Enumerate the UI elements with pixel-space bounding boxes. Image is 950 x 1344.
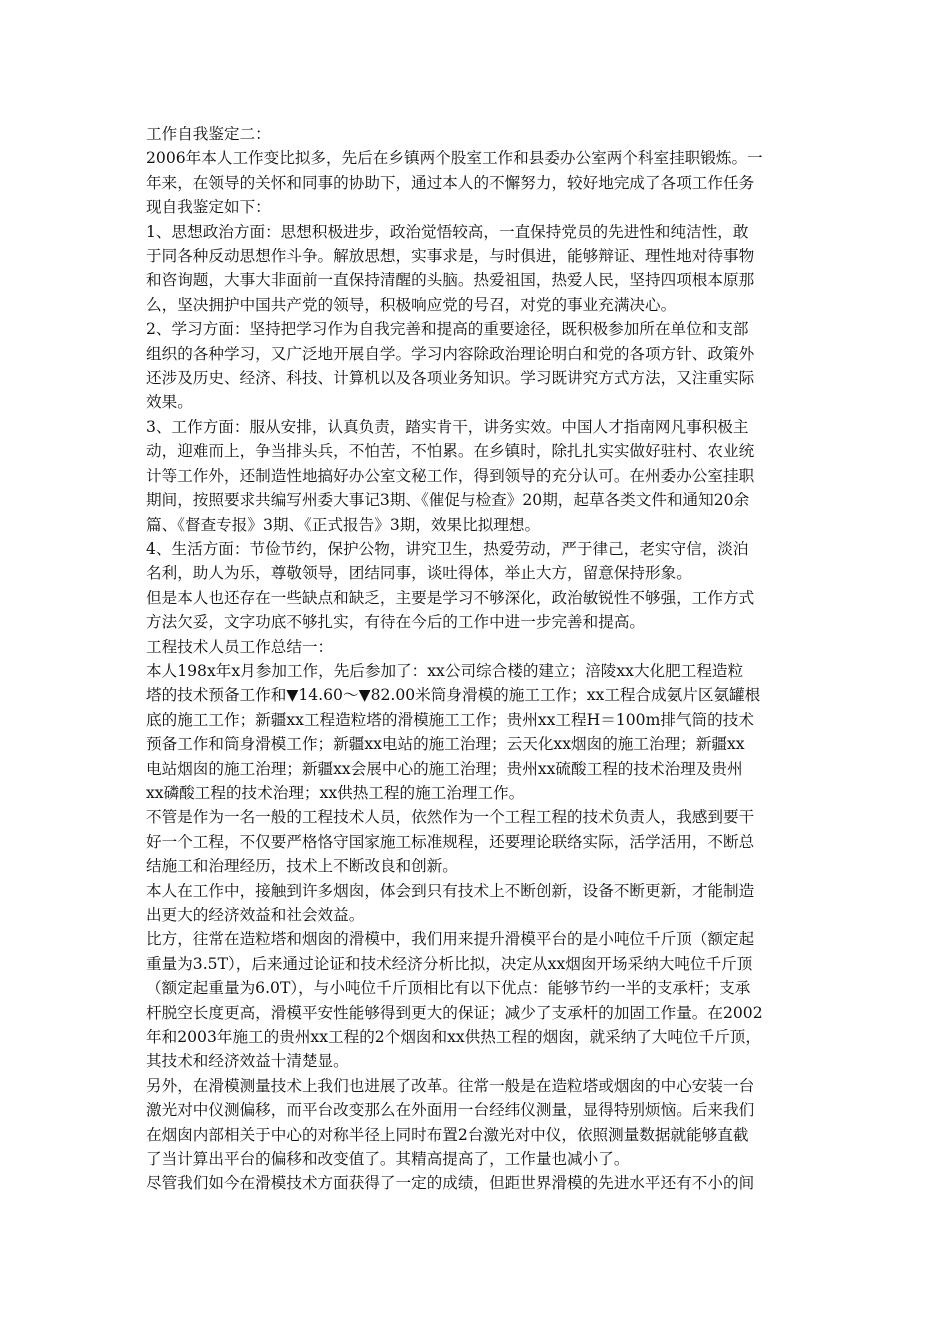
political-thought-paragraph xyxy=(140,220,812,318)
text-line: 方法欠妥，文字功底不够扎实，有待在今后的工作中进一步完善和提高。 xyxy=(146,613,646,632)
text-line: 工程技术人员工作总结一： xyxy=(146,637,334,656)
text-line: 期间，按照要求共编写州委大事记3期、《催促与检查》20期，起草各类文件和通知20余 xyxy=(146,491,750,510)
text-line: 动，迎难而上，争当排头兵，不怕苦，不怕累。在乡镇时，除扎扎实实做好驻村、农业统 xyxy=(146,442,755,461)
life-paragraph xyxy=(140,537,812,586)
text-line: 3、工作方面：服从安排，认真负责，踏实肯干，讲务实效。中国人才指南网凡事积极主 xyxy=(146,417,749,436)
text-line: 尽管我们如今在滑模技术方面获得了一定的成绩，但距世界滑模的先进水平还有不小的间 xyxy=(146,1174,755,1193)
text-line: 和咨询题，大事大非面前一直保持清醒的头脑。热爱祖国，热爱人民，坚持四项根本原那 xyxy=(146,271,755,290)
text-line: 1、思想政治方面：思想积极进步，政治觉悟较高，一直保持党员的先进性和纯洁性，敢 xyxy=(146,222,749,241)
engineer-role-paragraph xyxy=(140,805,812,878)
text-line: 4、生活方面：节俭节约，保护公物，讲究卫生，热爱劳动，严于律己，老实守信，淡泊 xyxy=(146,539,749,558)
text-line: 效果。 xyxy=(146,393,193,412)
text-line: xx磷酸工程的技术治理；xx供热工程的施工治理工作。 xyxy=(146,783,525,802)
text-line: 但是本人也还存在一些缺点和缺乏，主要是学习不够深化，政治敏锐性不够强，工作方式 xyxy=(146,588,755,607)
text-line: 本人在工作中，接触到许多烟囱，体会到只有技术上不断创新，设备不断更新，才能制造 xyxy=(146,881,755,900)
text-line: 底的施工工作；新疆xx工程造粒塔的滑模施工工作；贵州xx工程H＝100m排气筒的技术 xyxy=(146,710,754,729)
text-line: 不管是作为一名一般的工程技术人员，依然作为一个工程工程的技术负责人，我感到要干 xyxy=(146,808,755,827)
text-line: 篇、《督查专报》3期、《正式报告》3期，效果比拟理想。 xyxy=(146,515,541,534)
projects-paragraph xyxy=(140,659,812,805)
text-line: 比方，往常在造粒塔和烟囱的滑模中，我们用来提升滑模平台的是小吨位千斤顶（额定起 xyxy=(146,930,755,949)
text-line: 年和2003年施工的贵州xx工程的2个烟囱和xx供热工程的烟囱，就采纳了大吨位千斤顶， xyxy=(146,1028,761,1047)
text-line: 在烟囱内部相关于中心的对称半径上同时布置2台激光对中仪，依照测量数据就能够直截 xyxy=(146,1125,749,1144)
closing-paragraph xyxy=(140,1171,812,1195)
text-line: 好一个工程，不仅要严格恪守国家施工标准规程，还要理论联络实际，活学活用，不断总 xyxy=(146,832,755,851)
text-line: 其技术和经济效益十清楚显。 xyxy=(146,1052,349,1071)
text-line: 还涉及历史、经济、科技、计算机以及各项业务知识。学习既讲究方式方法，又注重实际 xyxy=(146,369,755,388)
text-line: 2、学习方面：坚持把学习作为自我完善和提高的重要途径，既积极参加所在单位和支部 xyxy=(146,320,749,339)
section-title-self-appraisal xyxy=(140,122,812,146)
shortcomings-paragraph xyxy=(140,586,812,635)
text-line: （额定起重量为6.0T），与小吨位千斤顶相比有以下优点：能够节约一半的支承杆；支承 xyxy=(146,979,751,998)
text-line: 计等工作外，还制造性地搞好办公室文秘工作，得到领导的充分认可。在州委办公室挂职 xyxy=(146,466,755,485)
text-line: 么，坚决拥护中国共产党的领导，积极响应党的号召，对党的事业充满决心。 xyxy=(146,295,677,314)
text-line: 塔的技术预备工作和▼14.60～▼82.00米筒身滑模的施工工作；xx工程合成氨片区氨罐根 xyxy=(146,686,761,705)
text-line: 重量为3.5T），后来通过论证和技术经济分析比拟，决定从xx烟囱开场采纳大吨位千斤顶 xyxy=(146,954,753,973)
study-paragraph xyxy=(140,317,812,415)
section-title-engineering-summary xyxy=(140,635,812,659)
text-line: 本人198x年x月参加工作，先后参加了：xx公司综合楼的建立；涪陵xx大化肥工程造粒 xyxy=(146,661,744,680)
text-line: 2006年本人工作变比拟多，先后在乡镇两个股室工作和县委办公室两个科室挂职锻炼。一 xyxy=(146,149,763,168)
text-line: 现自我鉴定如下： xyxy=(146,198,271,217)
text-line: 组织的各种学习，又广泛地开展自学。学习内容除政治理论明白和党的各项方针、政策外 xyxy=(146,344,755,363)
text-line: 杆脱空长度更高，滑模平安性能够得到更大的保证；减少了支承杆的加固工作量。在2002 xyxy=(146,1003,763,1022)
measurement-paragraph xyxy=(140,1074,812,1172)
intro-paragraph xyxy=(140,146,812,219)
text-line: 预备工作和筒身滑模工作；新疆xx电站的施工治理；云天化xx烟囱的施工治理；新疆xx xyxy=(146,735,745,754)
text-line: 于同各种反动思想作斗争。解放思想，实事求是，与时俱进，能够辩证、理性地对待事物 xyxy=(146,247,755,266)
text-line: 电站烟囱的施工治理；新疆xx会展中心的施工治理；贵州xx硫酸工程的技术治理及贵州 xyxy=(146,759,743,778)
work-paragraph xyxy=(140,415,812,537)
text-line: 另外，在滑模测量技术上我们也进展了改革。往常一般是在造粒塔或烟囱的中心安装一台 xyxy=(146,1076,755,1095)
text-line: 年来，在领导的关怀和同事的协助下，通过本人的不懈努力，较好地完成了各项工作任务 xyxy=(146,173,755,192)
text-line: 结施工和治理经历，技术上不断改良和创新。 xyxy=(146,857,458,876)
text-line: 激光对中仪测偏移，而平台改变那么在外面用一台经纬仪测量，显得特别烦恼。后来我们 xyxy=(146,1101,755,1120)
text-line: 了当计算出平台的偏移和改变值了。其精高提高了，工作量也减小了。 xyxy=(146,1150,630,1169)
jack-example-paragraph xyxy=(140,927,812,1073)
text-line: 名利，助人为乐，尊敬领导，团结同事，谈吐得体，举止大方，留意保持形象。 xyxy=(146,564,692,583)
innovation-paragraph xyxy=(140,879,812,928)
document-page xyxy=(140,122,812,1196)
text-line: 工作自我鉴定二： xyxy=(146,125,271,143)
text-line: 出更大的经济效益和社会效益。 xyxy=(146,906,365,924)
